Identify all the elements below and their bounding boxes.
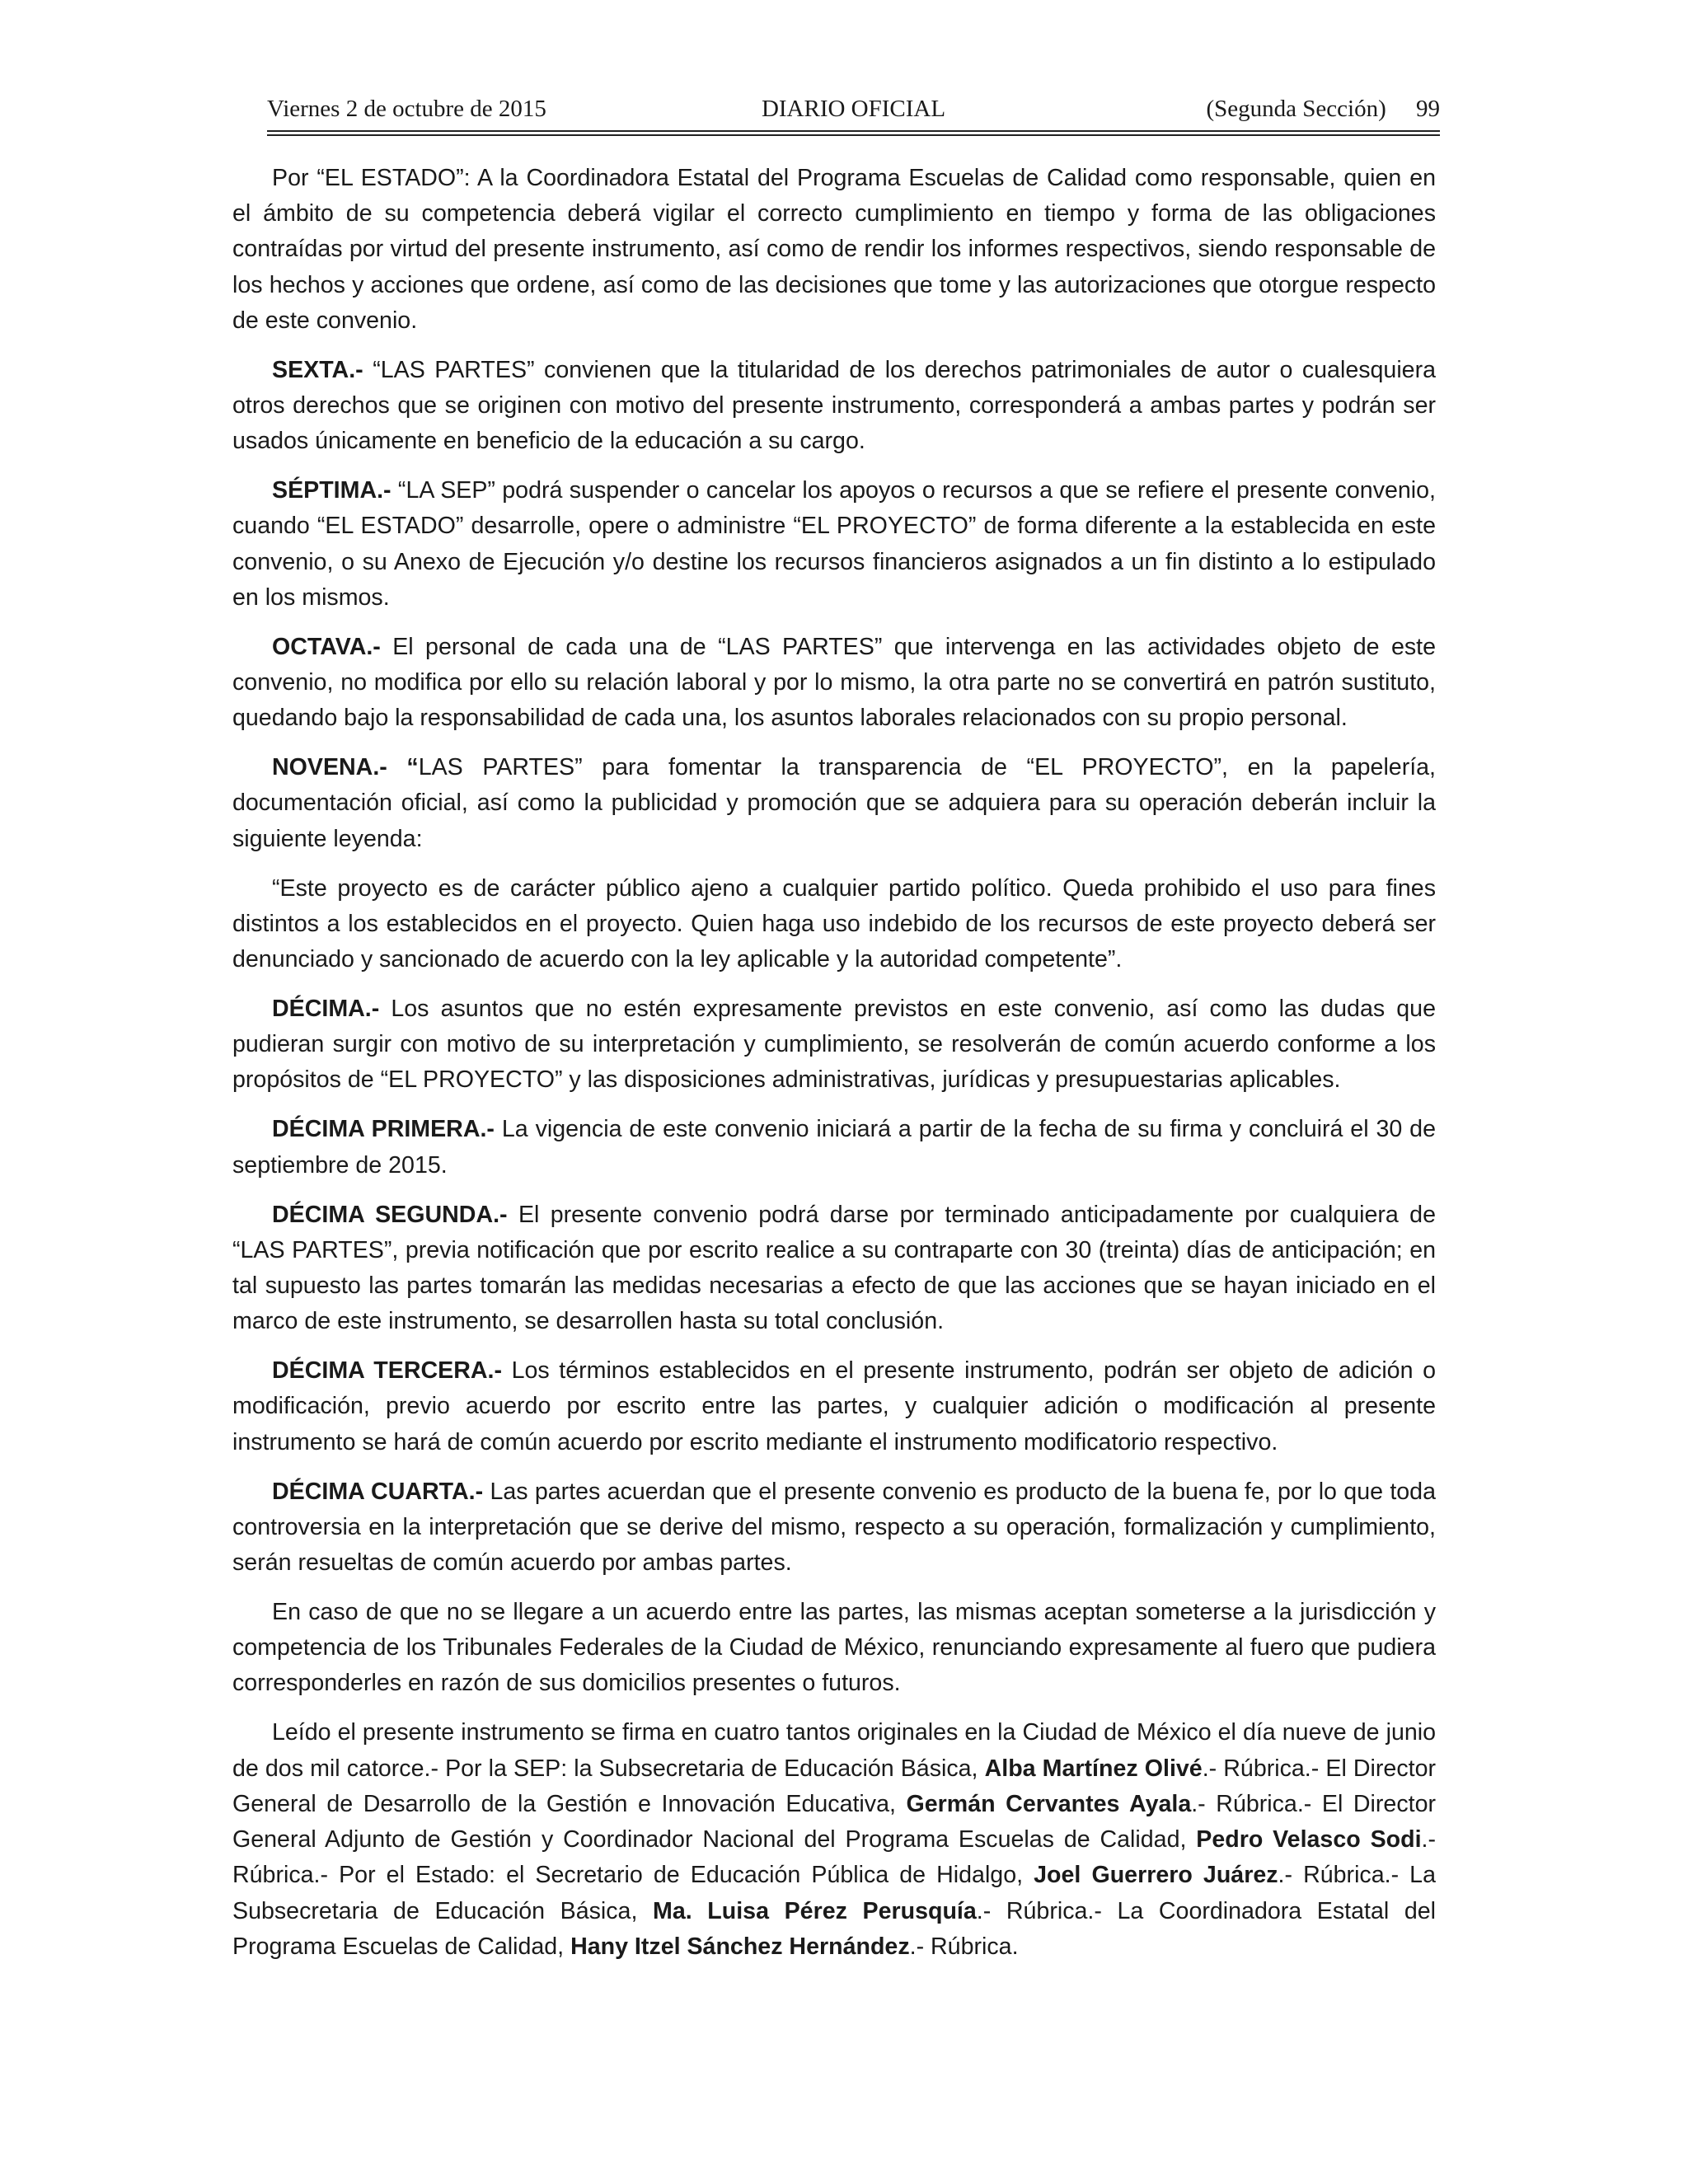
closing-text: .- Rúbrica.- El Director General Adjunto de Gestión y Coordinador Nacional del Programa Escuelas de Calidad, (232, 1790, 1436, 1854)
closing-text: .- Rúbrica.- La Subsecretaria de Educación Básica, (232, 1862, 1436, 1924)
clause-decima-tercera (232, 1353, 1436, 1460)
clause-text: El personal de cada una de “LAS PARTES” que intervenga en las actividades objeto de este convenio, no modifica por ello su relación laboral y por lo mismo, la otra parte no se convertirá en patrón sustituto, quedando bajo la responsabilidad de cada una, los asuntos laborales relacionados con su propio personal. (232, 633, 1436, 732)
clause-text: La vigencia de este convenio iniciará a partir de la fecha de su firma y concluirá el 30 de septiembre de 2015. (232, 1116, 1436, 1179)
header-section (1207, 92, 1441, 125)
signatory-name: Ma. Luisa Pérez Perusquía (653, 1897, 977, 1924)
clause-text: LAS PARTES” para fomentar la transparencia de “EL PROYECTO”, en la papelería, documentación oficial, así como la publicidad y promoción que se adquiera para su operación deberán incluir la siguiente leyenda: (232, 754, 1437, 852)
clause-heading: DÉCIMA TERCERA.- (272, 1357, 502, 1385)
clause-heading: OCTAVA.- (272, 633, 381, 660)
clause-decima-primera (232, 1112, 1436, 1183)
clause-heading: DÉCIMA PRIMERA.- (272, 1116, 495, 1143)
clause-text: Los términos establecidos en el presente instrumento, podrán ser objeto de adición o modificación, previo acuerdo por escrito entre las partes, y cualquier adición o modificación al presente instrumento se hará de común acuerdo por escrito mediante el instrumento modificatorio respectivo. (232, 1357, 1436, 1455)
clause-sexta (232, 353, 1436, 460)
closing-text: .- Rúbrica.- Por el Estado: el Secretario de Educación Pública de Hidalgo, (232, 1826, 1436, 1889)
clause-text: Las partes acuerdan que el presente convenio es producto de la buena fe, por lo que toda controversia en la interpretación que se derive del mismo, respecto a su operación, formalización y cumplimiento, serán resueltas de común acuerdo por ambas partes. (232, 1478, 1436, 1577)
paragraph-text: “Este proyecto es de carácter público ajeno a cualquier partido político. Queda prohibido el uso para fines distintos a los establecidos en el proyecto. Quien haga uso indebido de los recursos de este proyecto deberá ser denunciado y sancionado de acuerdo con la ley aplicable y la autoridad competente”. (232, 874, 1436, 973)
signatory-name: Hany Itzel Sánchez Hernández (570, 1933, 910, 1960)
clause-octava (232, 630, 1436, 737)
signatory-name: Germán Cervantes Ayala (906, 1790, 1192, 1817)
closing-text: .- Rúbrica.- La Coordinadora Estatal del Programa Escuelas de Calidad, (232, 1897, 1436, 1960)
document-body (232, 161, 1436, 1965)
paragraph-text: Por “EL ESTADO”: A la Coordinadora Estatal del Programa Escuelas de Calidad como responsable, quien en el ámbito de su competencia deberá vigilar el correcto cumplimiento en tiempo y forma de las obligaciones contraídas por virtud del presente instrumento, así como de rendir los informes respectivos, siendo responsable de los hechos y acciones que ordene, así como de las decisiones que tome y las autorizaciones que otorgue respecto de este convenio. (232, 165, 1436, 334)
header-section-label: (Segunda Sección) (1206, 96, 1386, 122)
clause-decima-cuarta (232, 1474, 1436, 1582)
clause-heading: DÉCIMA.- (272, 996, 380, 1023)
clause-septima (232, 473, 1436, 616)
closing-text: Leído el presente instrumento se firma en cuatro tantos originales en la Ciudad de México el día nueve de junio de dos mil catorce.- Por la SEP: la Subsecretaria de Educación Básica, (232, 1719, 1436, 1782)
clause-text: Los asuntos que no estén expresamente previstos en este convenio, así como las dudas que pudieran surgir con motivo de su interpretación y cumplimiento, se resolverán de común acuerdo conforme a los propósitos de “EL PROYECTO” y las disposiciones administrativas, jurídicas y presupuestarias aplicables. (232, 996, 1436, 1094)
clause-decima-segunda (232, 1197, 1436, 1340)
closing-text: .- Rúbrica.- El Director General de Desarrollo de la Gestión e Innovación Educativa, (232, 1755, 1436, 1817)
clause-text: “LA SEP” podrá suspender o cancelar los apoyos o recursos a que se refiere el presente convenio, cuando “EL ESTADO” desarrolle, opere o administre “EL PROYECTO” de forma diferente a la establecida en este convenio, o su Anexo de Ejecución y/o destine los recursos financieros asignados a un fin distinto a lo estipulado en los mismos. (232, 477, 1436, 611)
signatory-name: Pedro Velasco Sodi (1196, 1826, 1422, 1854)
paragraph-leyenda (232, 871, 1436, 978)
clause-heading: DÉCIMA SEGUNDA.- (272, 1201, 508, 1228)
header-journal-title: DIARIO OFICIAL (761, 96, 946, 122)
clause-text: El presente convenio podrá darse por terminado anticipadamente por cualquiera de “LAS PARTES”, previa notificación que por escrito realice a su contraparte con 30 (treinta) días de anticipación; en tal supuesto las partes tomarán las medidas necesarias a efecto de que las acciones que se hayan iniciado en el marco de este instrumento, se desarrollen hasta su total conclusión. (232, 1201, 1436, 1335)
clause-heading: DÉCIMA CUARTA.- (272, 1478, 484, 1505)
document-page (232, 92, 1440, 1979)
header-double-rule (267, 130, 1440, 136)
closing-text: .- Rúbrica. (909, 1933, 1019, 1960)
clause-heading: NOVENA.- “ (272, 754, 419, 781)
clause-heading: SÉPTIMA.- (272, 477, 392, 504)
signatory-name: Joel Guerrero Juárez (1034, 1862, 1278, 1889)
clause-novena (232, 750, 1436, 857)
paragraph-text: En caso de que no se llegare a un acuerdo entre las partes, las mismas aceptan someterse a la jurisdicción y competencia de los Tribunales Federales de la Ciudad de México, renunciando expresamente al fuero que pudiera corresponderles en razón de sus domicilios presentes o futuros. (232, 1599, 1436, 1697)
page-header (267, 92, 1440, 125)
header-date: Viernes 2 de octubre de 2015 (267, 96, 546, 122)
paragraph-responsable (232, 161, 1436, 339)
signatory-name: Alba Martínez Olivé (984, 1755, 1203, 1782)
clause-text: “LAS PARTES” convienen que la titularidad de los derechos patrimoniales de autor o cualesquiera otros derechos que se originen con motivo del presente instrumento, corresponderá a ambas partes y podrán ser usados únicamente en beneficio de la educación a su cargo. (232, 356, 1436, 455)
page-number: 99 (1416, 96, 1440, 122)
clause-heading: SEXTA.- (272, 356, 363, 383)
clause-decima (232, 991, 1436, 1099)
paragraph-jurisdiccion (232, 1595, 1436, 1702)
closing-signatures (232, 1715, 1436, 1964)
